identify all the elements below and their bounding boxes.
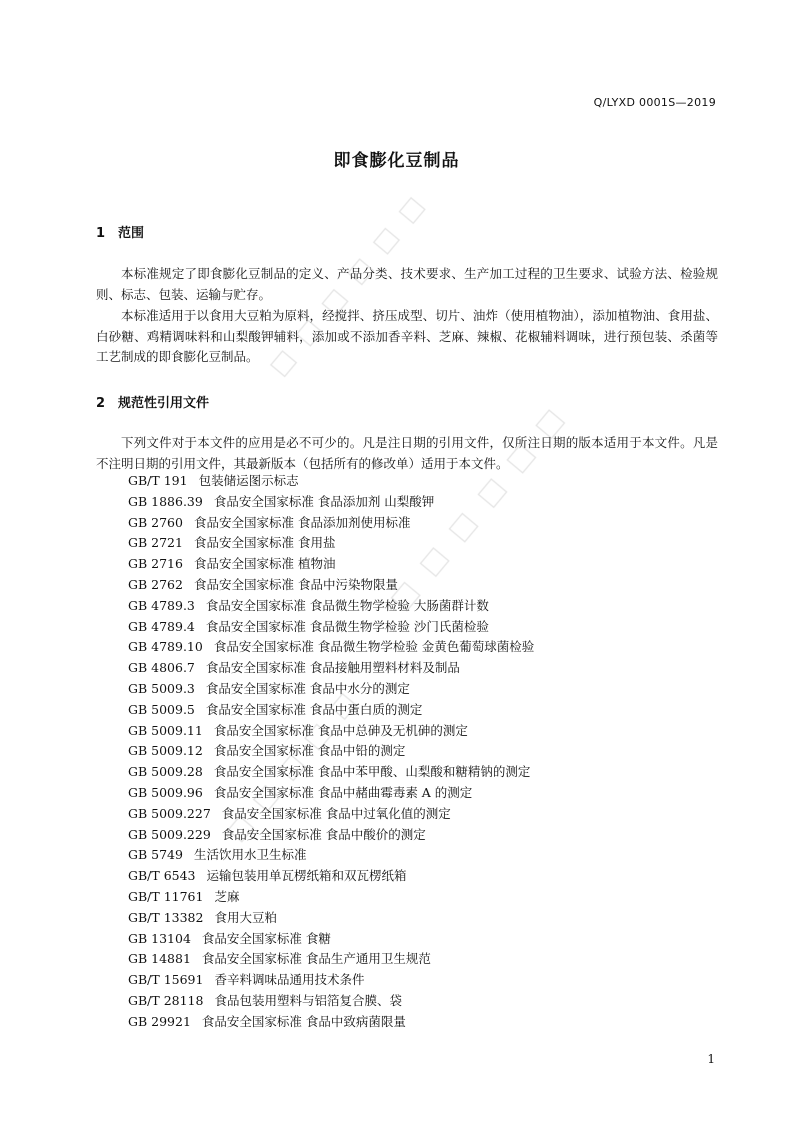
reference-title: 食品安全国家标准 食品生产通用卫生规范: [201, 951, 431, 967]
reference-title: 食品包装用塑料与铝箔复合膜、袋: [214, 992, 402, 1008]
reference-code: GB 5009.5: [128, 701, 195, 717]
reference-item: [128, 617, 534, 638]
reference-title: 食品安全国家标准 食糖: [201, 930, 331, 946]
reference-item: [128, 741, 534, 762]
reference-title: 食用大豆粕: [214, 909, 277, 925]
reference-code: GB/T 15691: [128, 972, 204, 988]
section-number: 2: [96, 396, 106, 411]
reference-item: [128, 554, 534, 575]
reference-item: [128, 762, 534, 783]
reference-item: [128, 637, 534, 658]
reference-code: GB 5009.3: [128, 680, 195, 696]
reference-code: GB 2760: [128, 514, 183, 530]
reference-item: [128, 908, 534, 929]
reference-code: GB 29921: [128, 1013, 191, 1029]
reference-item: [128, 658, 534, 679]
reference-title: 食品安全国家标准 食品中铅的测定: [213, 743, 406, 759]
reference-code: GB/T 13382: [128, 909, 204, 925]
reference-title: 食品安全国家标准 食品微生物学检验 大肠菌群计数: [205, 597, 489, 613]
reference-item: [128, 596, 534, 617]
reference-title: 香辛料调味品通用技术条件: [214, 972, 365, 988]
reference-title: 食品安全国家标准 食品中致病菌限量: [201, 1013, 406, 1029]
page-number: 1: [707, 1052, 715, 1066]
reference-title: 包装储运图示标志: [198, 473, 299, 488]
reference-title: 食品安全国家标准 食品微生物学检验 金黄色葡萄球菌检验: [213, 639, 535, 655]
section-title: 范围: [118, 226, 145, 241]
standard-code: Q/LYXD 0001S—2019: [593, 96, 716, 109]
reference-title: 食品安全国家标准 食品接触用塑料材料及制品: [205, 660, 460, 676]
reference-code: GB 5009.28: [128, 764, 203, 780]
reference-item: [128, 866, 534, 887]
reference-item: [128, 991, 534, 1012]
reference-code: GB 4789.3: [128, 597, 195, 613]
reference-item: [128, 471, 534, 492]
section-title: 规范性引用文件: [118, 396, 210, 411]
reference-title: 食品安全国家标准 食品中苯甲酸、山梨酸和糖精钠的测定: [213, 764, 531, 780]
reference-item: [128, 845, 534, 866]
reference-title: 运输包装用单瓦楞纸箱和双瓦楞纸箱: [206, 868, 407, 884]
reference-title: 芝麻: [214, 888, 240, 904]
reference-item: [128, 721, 534, 742]
normative-paragraph: 下列文件对于本文件的应用是必不可少的。凡是注日期的引用文件，仅所注日期的版本适用于本文件。凡是不注明日期的引用文件，其最新版本（包括所有的修改单）适用于本文件。: [96, 435, 718, 471]
reference-code: GB 5009.11: [128, 722, 203, 738]
reference-code: GB 4806.7: [128, 660, 195, 676]
section-2-heading: [96, 392, 209, 411]
reference-code: GB 4789.4: [128, 618, 195, 634]
section-number: 1: [96, 226, 106, 241]
reference-item: [128, 825, 534, 846]
reference-code: GB 5009.12: [128, 743, 203, 759]
reference-title: 食品安全国家标准 食品中酸价的测定: [221, 826, 426, 842]
reference-title: 食品安全国家标准 食用盐: [193, 535, 336, 551]
reference-code: GB 5009.96: [128, 784, 203, 800]
scope-paragraph-2: 本标准适用于以食用大豆粕为原料，经搅拌、挤压成型、切片、油炸（使用植物油），添加植物油、食用盐、白砂糖、鸡精调味料和山梨酸钾辅料，添加或不添加香辛料、芝麻、辣椒、花椒辅料调味，进行预包装、杀菌等工艺制成的即食膨化豆制品。: [96, 308, 718, 364]
reference-title: 食品安全国家标准 食品微生物学检验 沙门氏菌检验: [205, 618, 489, 634]
reference-item: [128, 513, 534, 534]
reference-item: [128, 929, 534, 950]
reference-title: 食品安全国家标准 食品添加剂使用标准: [193, 514, 411, 530]
reference-code: GB/T 11761: [128, 888, 204, 904]
reference-code: GB/T 191: [128, 473, 188, 488]
reference-code: GB/T 28118: [128, 992, 204, 1008]
reference-title: 食品安全国家标准 食品中水分的测定: [205, 680, 410, 696]
reference-code: GB/T 6543: [128, 868, 196, 884]
reference-item: [128, 783, 534, 804]
reference-item: [128, 575, 534, 596]
reference-code: GB 14881: [128, 951, 191, 967]
reference-code: GB 2762: [128, 576, 183, 592]
reference-list: [128, 471, 534, 1033]
reference-item: [128, 1012, 534, 1033]
scope-paragraph-1: 本标准规定了即食膨化豆制品的定义、产品分类、技术要求、生产加工过程的卫生要求、试验方法、检验规则、标志、包装、运输与贮存。: [96, 266, 718, 302]
reference-title: 食品安全国家标准 食品中赭曲霉毒素 A 的测定: [213, 784, 473, 800]
reference-code: GB 2716: [128, 556, 183, 572]
reference-title: 生活饮用水卫生标准: [193, 847, 307, 863]
reference-title: 食品安全国家标准 食品中过氧化值的测定: [221, 805, 451, 821]
reference-item: [128, 887, 534, 908]
reference-code: GB 4789.10: [128, 639, 203, 655]
reference-title: 食品安全国家标准 食品添加剂 山梨酸钾: [213, 493, 435, 509]
reference-title: 食品安全国家标准 食品中蛋白质的测定: [205, 701, 423, 717]
reference-title: 食品安全国家标准 食品中污染物限量: [193, 576, 398, 592]
section-1-heading: [96, 222, 144, 241]
reference-title: 食品安全国家标准 食品中总砷及无机砷的测定: [213, 722, 468, 738]
reference-code: GB 13104: [128, 930, 191, 946]
reference-item: [128, 700, 534, 721]
reference-code: GB 5009.229: [128, 826, 211, 842]
reference-code: GB 5009.227: [128, 805, 211, 821]
page-title: 即食膨化豆制品: [333, 151, 460, 171]
reference-item: [128, 679, 534, 700]
reference-item: [128, 492, 534, 513]
reference-code: GB 5749: [128, 847, 183, 863]
reference-item: [128, 533, 534, 554]
reference-title: 食品安全国家标准 植物油: [193, 556, 336, 572]
reference-code: GB 2721: [128, 535, 183, 551]
reference-item: [128, 949, 534, 970]
reference-item: [128, 970, 534, 991]
reference-code: GB 1886.39: [128, 493, 203, 509]
reference-item: [128, 804, 534, 825]
